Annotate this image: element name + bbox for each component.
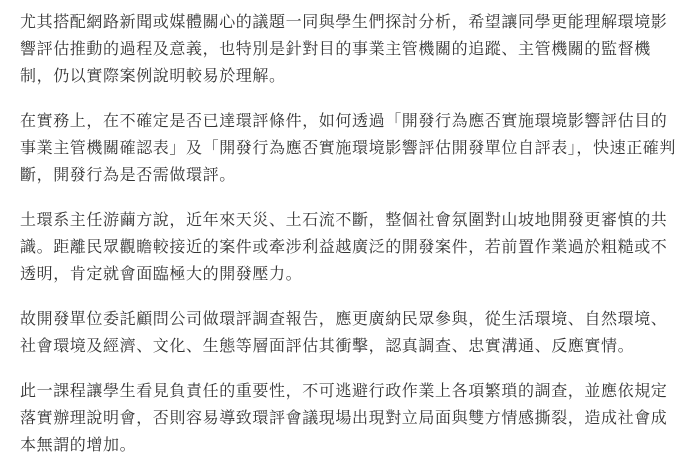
paragraph-1: 尤其搭配網路新聞或媒體關心的議題一同與學生們探討分析，希望讓同學更能理解環境影響評估推動的過程及意義，也特別是針對目的事業主管機關的追蹤、主管機關的監督機制，仍以實際案例說明較易於理解。	[20, 12, 668, 85]
paragraph-3: 土環系主任游繭方說，近年來天災、土石流不斷，整個社會氛圍對山坡地開發更審慎的共識。距離民眾觀瞻較接近的案件或牽涉利益越廣泛的開發案件，若前置作業過於粗糙或不透明，肯定就會面臨極大的開發壓力。	[20, 210, 668, 283]
paragraph-2: 在實務上，在不確定是否已達環評條件，如何透過「開發行為應否實施環境影響評估目的事業主管機關確認表」及「開發行為應否實施環境影響評估開發單位自評表」，快速正確判斷，開發行為是否需做環評。	[20, 111, 677, 184]
paragraph-5: 此一課程讓學生看見負責任的重要性，不可逃避行政作業上各項繁瑣的調查，並應依規定落實辦理說明會，否則容易導致環評會議現場出現對立局面與雙方情感撕裂，造成社會成本無謂的增加。	[20, 381, 668, 454]
paragraph-4: 故開發單位委託顧問公司做環評調查報告，應更廣納民眾參與，從生活環境、自然環境、社會環境及經濟、文化、生態等層面評估其衝擊，認真調查、忠實溝通、反應實情。	[20, 309, 668, 355]
